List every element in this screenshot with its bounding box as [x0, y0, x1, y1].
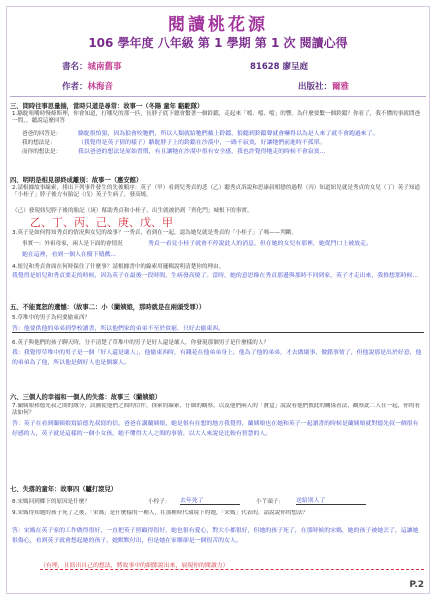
question-1: 1.駱駝咀嚼時慢條斯理，你會知道，打哪兒的那一匹，長脖子底下總會繫著一個鈴鐺，走起來「噹、噹、噹」的響。為什麼要繫一個鈴鐺？你看了，我不懂的事就問爸一問，，聽說這麼回答 [12, 111, 421, 124]
page-border [6, 6, 430, 594]
author-label: 作者： [62, 82, 88, 92]
divider [10, 96, 426, 97]
section-5-heading: 五、不能寬恕的遺憾：（故事二：小（蘭姨娘，那時就是在兩頭受罪）） [10, 304, 206, 311]
document-title: 閱讀桃花源 [168, 15, 268, 35]
answer-1c-label: 而你的想法是： [22, 149, 62, 155]
answer-8b: 送給別人了 [296, 495, 366, 505]
page-number: P.2 [409, 580, 424, 590]
book-field [62, 60, 122, 72]
question-2b: （己）發現妞兒脖子後的胎記（庚）幫助秀貞和小桂子，出生就被扔到「齊化門」城根下的事實。 [12, 208, 253, 214]
answer-9: 答：宋媽在英子家的工作做得很好，一直把英子照顧得很好，她也很有愛心，對大小都很好，但她的孩子死了，在那時候的宋媽，她的孩子被她丟了，這讓她很傷心，看到英子就會想起她的孩子，她默默付出，但是她在家鄉卻是一個很苦的女人。 [12, 528, 419, 544]
question-3b: 事實一：外祖母家，兩人是下面的會情況 [22, 241, 123, 247]
book-value: 城南舊事 [87, 62, 122, 72]
answer-2: 乙、丁、丙、己、庚、戊、甲 [30, 216, 173, 229]
answer-1a: 駱駝很怕狼，因為狼會咬牠們，所以人類就給牠們戴上鈴鐺，狼聽到鈴鐺聲就會嚇得以為是人來了就不會跑過來了。 [78, 131, 379, 137]
question-7: 7.蘭姨娘和德先叔之間的緣分，試圖從他們之間的信件，探索的線索，仔細的觀察，以及他們兩人的「寶盒」說說看他們彼此的關係看法，觀察此二人在一起，你的看法如何？ [12, 403, 421, 416]
answer-3b: 她在這裡，看到一個人在樹下嬉戲... [22, 252, 116, 258]
answer-1c: 我以爸爸的想法是原始習慣，有且讓牠在沙漠中很有安全感，我也許覺得牠走的時候不會寂寞... [78, 149, 326, 155]
question-2: 2.請根據故事線索，排出下列事件發生的先後順序：英子（甲）看到兒秀貞的悲（乙）聽秀貞訴說和思康叔相戀的過程（丙）知道妞兒就是秀貞的女兒（丁）英子知道「小桂子」脖子後方有胎記（戊）英子生病了，發高燒。 [12, 185, 421, 198]
student-id-name: 81628 廖呈庭 [250, 62, 309, 72]
question-8: 8.宋媽回到鄉下的原因是什麼？ [12, 499, 91, 505]
author-field [62, 80, 113, 92]
answer-4: 我覺得是妞兒和秀貞要走的時候，因為英子在最後一段時間，生病發高燒了。當時，她的意思像在秀貞那邊與那時不回到家，英子才走出來，我推想那時候... [12, 273, 419, 279]
author-value: 林海音 [87, 82, 114, 92]
answer-1b: （我覺得是英子猜的樣子）駱駝脖子上的鈴鐺在沙漠中，一路不寂寞，好讓牠們前進時不孤單。 [78, 140, 326, 146]
document-subtitle: 106 學年度 八年級 第 1 學期 第 1 次 閱讀心得 [88, 36, 348, 50]
answer-1a-label: 爸爸的回答是： [22, 131, 62, 137]
question-6: 6.英子與他們的孩子聊天時，分不清楚了草堆中的男子是好人還是壞人。你發現那個男子是什麼樣的人？ [12, 340, 270, 346]
publisher-field [298, 80, 349, 92]
answer-8a-label: 小栓子： [148, 499, 171, 505]
teacher-comment: （有理，且寫出自己的想法，將故事中的細節說出來，展現你的閱讀力） [40, 560, 424, 570]
publisher-value: 爾雅 [332, 82, 350, 92]
answer-1b-label: 我的想法是： [22, 140, 56, 146]
book-label: 書名： [62, 62, 88, 72]
question-5: 5.草堆中的男子為何要偷東西？ [12, 315, 91, 321]
question-9: 9.宋媽得知她的孩子死了之後，「宋媽」是什麼樣的一種人，在那種時代環境下的她，「宋媽」代表的，請說說你的想法？ [12, 510, 309, 516]
section-3-heading: 三、問時往事思量揣，當時只道是尋常：故事一（冬陽 童年 駱駝隊） [10, 103, 204, 110]
section-7-heading: 七、失落的童年：故事四（驢打滾兒） [10, 486, 118, 493]
answer-3: 秀貞一看見小桂子就會不停說此人的消息，但在她的女兒有那裡，她從門口上被放走。 [148, 241, 372, 247]
answer-8a: 去年死了 [180, 495, 240, 505]
question-4: 4.妞兒和秀貞會面在何時保住了什麼事？請根據書中的線索用邏輯說明清楚你的理由。 [12, 264, 225, 270]
publisher-label: 出版社： [298, 82, 333, 92]
answer-5: 答：他要供他的弟弟到學校讀書，所以他們家的弟弟不至於貧窮，只好去偷東西。 [12, 323, 424, 333]
answer-7: 答：英子在看到蘭姨娘寫給德先叔寫的信，爸爸在講蘭姨娘，她是很有在想的地方我覺得，蘭姨娘也在她和英子一起讀書的時候是蘭姨娘就對德先叔一個很有好感的人，英子就是這樣的一個小女孩，她不懂得大人之間的事情，以大人來說是比較有智慧的人。 [12, 421, 419, 437]
question-3: 3.英子是如何得知秀貞的情況與女兒的故事？一秀貞，看到在一起，認為她兒就是秀貞的「小桂子」了嗎——判斷。 [12, 230, 298, 236]
section-6-heading: 六、三個人的幸福和一個人的失落：故事三（蘭姨娘） [10, 394, 162, 401]
answer-6: 我：我覺得草堆中的男子是一個「好人還是壞人」，他偷東西時，有錢花在他弟弟身上，他為了他的弟弟，才去做壞事，做錯事情了，但他說那是出於好意，他的弟弟為了他，所以他是個好人也是個壞人。 [12, 350, 422, 366]
section-4-heading: 四、明明是相見卻終成離別：故事一（惠安館） [10, 177, 143, 184]
answer-8b-label: 小丫頭子： [256, 499, 284, 505]
